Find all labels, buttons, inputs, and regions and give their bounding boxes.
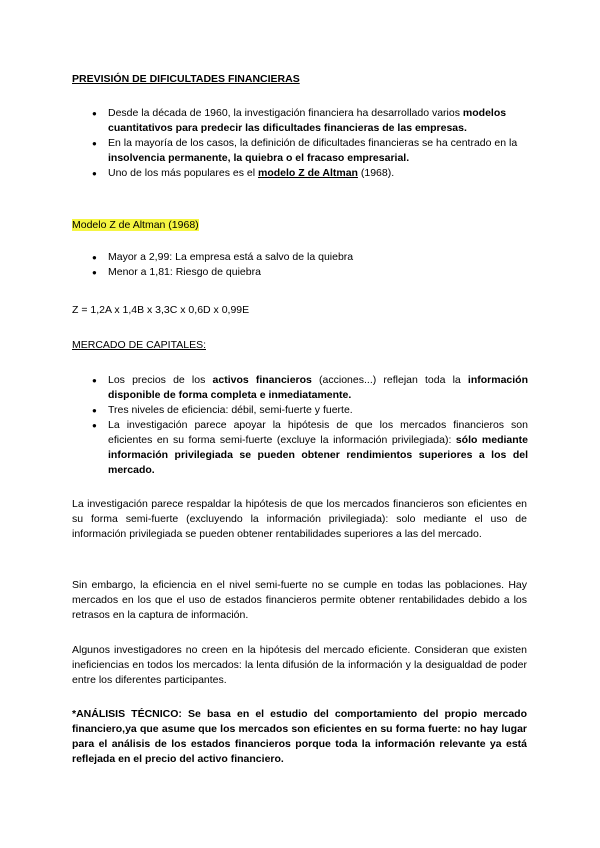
list-item: ● Tres niveles de eficiencia: débil, semi-fuerte y fuerte. (88, 403, 528, 418)
mercado-bullet-list (88, 373, 528, 478)
mercado-heading: MERCADO DE CAPITALES: (72, 339, 206, 351)
list-item: ● Mayor a 2,99: La empresa está a salvo de la quiebra (88, 250, 528, 265)
technical-analysis-paragraph: *ANÁLISIS TÉCNICO: Se basa en el estudio del comportamiento del propio mercado financiero,ya que asume que los mercados son eficientes en su forma fuerte: no hay lugar para el análisis de los estados financieros porque toda la información relevante ya está reflejada en el precio del activo financiero. (72, 708, 527, 765)
paragraph: La investigación parece respaldar la hipótesis de que los mercados financieros son eficientes en su forma semi-fuerte (excluyendo la información privilegiada): solo mediante el uso de información privilegiada se pueden obtener rentabilidades superiores a las del mercado. (72, 498, 527, 540)
paragraph: Algunos investigadores no creen en la hipótesis del mercado eficiente. Consideran que existen ineficiencias en todos los mercados: la lenta difusión de la información y la desigualdad de poder entre los diferentes participantes. (72, 644, 527, 686)
intro-bullet-list (88, 106, 528, 181)
zscore-bullet-list (88, 250, 528, 280)
list-item: ● Desde la década de 1960, la investigación financiera ha desarrollado varios modelos cuantitativos para predecir las dificultades financieras de las empresas. (88, 106, 528, 136)
list-item: ● Los precios de los activos financieros (acciones...) reflejan toda la información disponible de forma completa e inmediatamente. (88, 373, 528, 403)
list-item: ● La investigación parece apoyar la hipótesis de que los mercados financieros son eficientes en su forma semi-fuerte (excluye la información privilegiada): sólo mediante información privilegiada se pueden obtener rendimientos superiores a los del mercado. (88, 418, 528, 478)
list-item: ● Menor a 1,81: Riesgo de quiebra (88, 265, 528, 280)
highlighted-heading: Modelo Z de Altman (1968) (72, 219, 199, 231)
paragraph: Sin embargo, la eficiencia en el nivel semi-fuerte no se cumple en todas las poblaciones. Hay mercados en los que el uso de estados financieros permite obtener rentabilidades debido a los retrasos en la captura de información. (72, 579, 527, 621)
list-item: ● En la mayoría de los casos, la definición de dificultades financieras se ha centrado en la insolvencia permanente, la quiebra o el fracaso empresarial. (88, 136, 528, 166)
list-item: ● Uno de los más populares es el modelo Z de Altman (1968). (88, 166, 528, 181)
section-title: PREVISIÓN DE DIFICULTADES FINANCIERAS (72, 73, 300, 85)
formula-line: Z = 1,2A x 1,4B x 3,3C x 0,6D x 0,99E (72, 304, 250, 316)
